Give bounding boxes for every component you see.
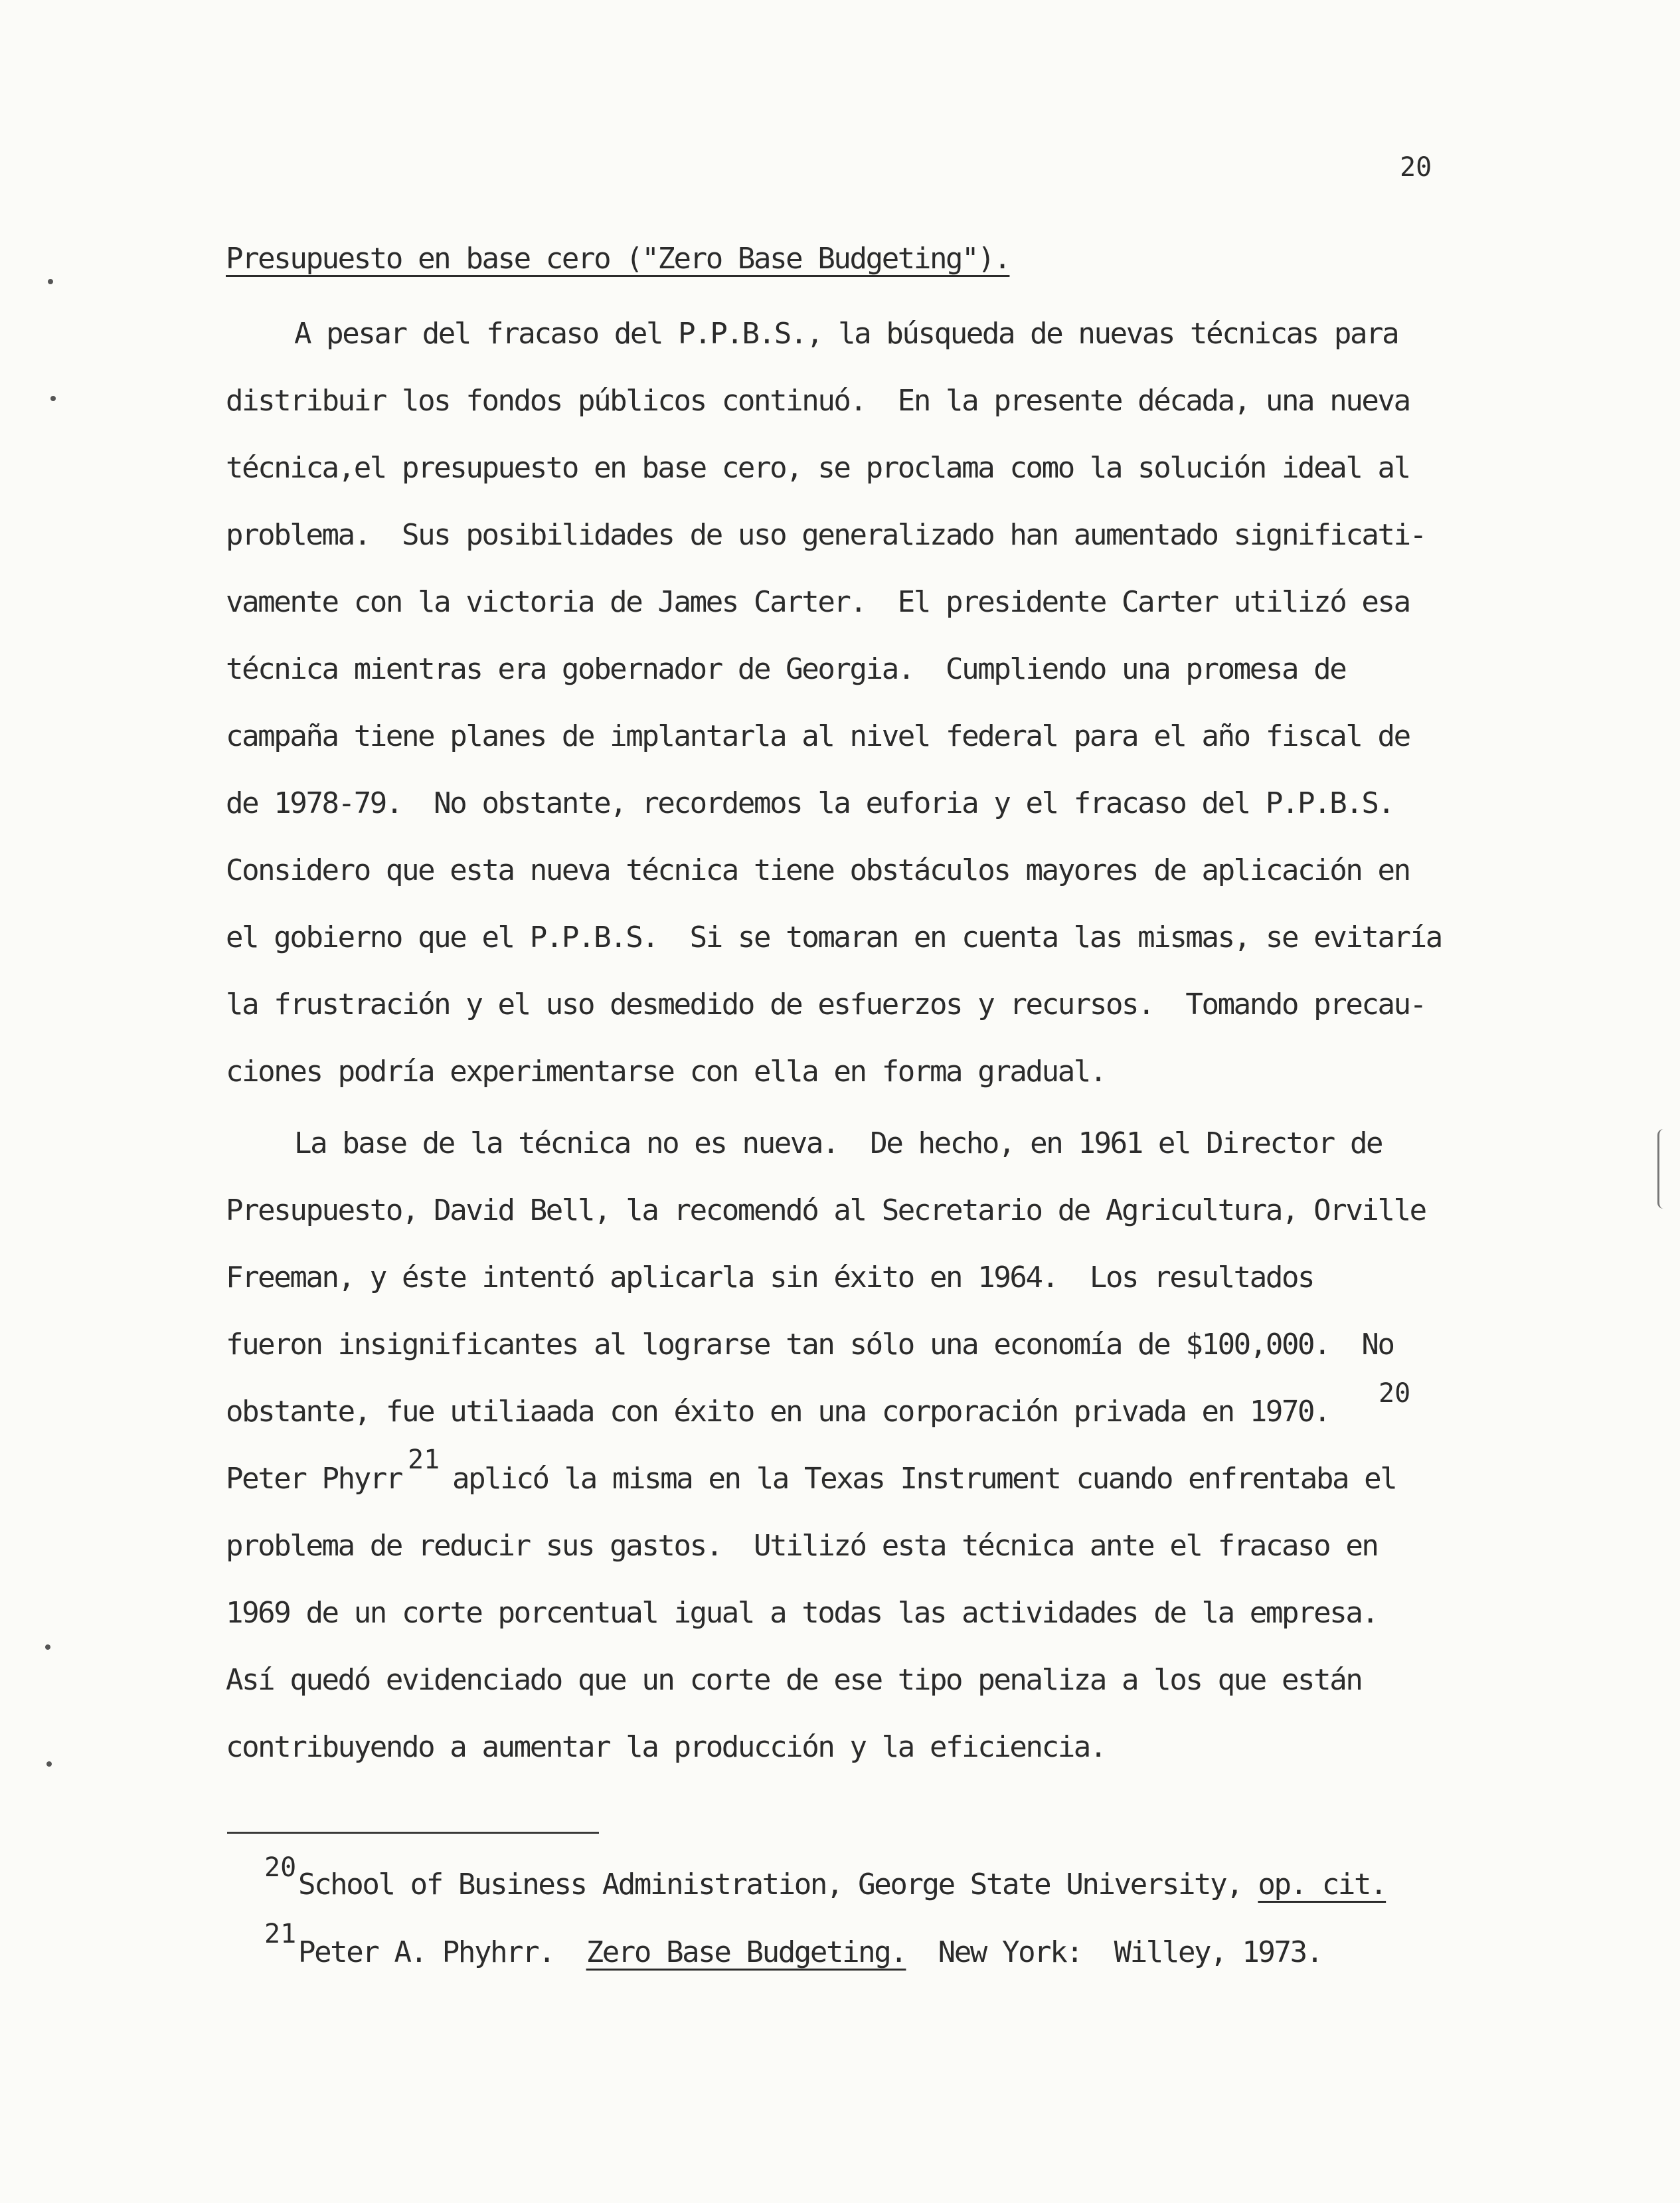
paragraph-line: La base de la técnica no es nueva. De hecho, en 1961 el Director de: [294, 1126, 1383, 1160]
section-heading: Presupuesto en base cero ("Zero Base Budgeting").: [226, 242, 1010, 276]
paragraph-line: aplicó la misma en la Texas Instrument cuando enfrentaba el: [452, 1462, 1396, 1496]
footnote-mark: 20: [264, 1852, 297, 1883]
footnote-20: [298, 1866, 1386, 1903]
paragraph-line: fueron insignificantes al lograrse tan sólo una economía de $100,000. No: [226, 1328, 1394, 1362]
scan-speck: [50, 396, 56, 401]
paragraph-line: Freeman, y éste intentó aplicarla sin éxito en 1964. Los resultados: [226, 1261, 1314, 1294]
scan-speck: [48, 279, 53, 284]
footnote-text: Peter A. Phyhrr.: [298, 1935, 586, 1969]
scan-speck: [45, 1644, 50, 1650]
paragraph-line: problema de reducir sus gastos. Utilizó esta técnica ante el fracaso en: [226, 1529, 1378, 1563]
footnote-ref-20: 20: [1379, 1378, 1411, 1409]
paragraph-line: Peter Phyrr: [226, 1462, 402, 1496]
paragraph-line: contribuyendo a aumentar la producción y la eficiencia.: [226, 1730, 1106, 1764]
paragraph-line: Presupuesto, David Bell, la recomendó al Secretario de Agricultura, Orville: [226, 1193, 1426, 1227]
paragraph-line: de 1978-79. No obstante, recordemos la euforia y el fracaso del P.P.B.S.: [226, 786, 1394, 820]
paragraph-line: ciones podría experimentarse con ella en forma gradual.: [226, 1055, 1106, 1089]
page-number: 20: [1400, 152, 1432, 183]
scan-edge-mark: [1657, 1129, 1663, 1209]
footnote-divider: [227, 1832, 599, 1834]
footnote-ref-21: 21: [408, 1445, 440, 1475]
footnote-21: [298, 1934, 1322, 1971]
footnote-text: New York: Willey, 1973.: [906, 1935, 1322, 1969]
paragraph-line: Así quedó evidenciado que un corte de ese tipo penaliza a los que están: [226, 1663, 1362, 1697]
paragraph-line: A pesar del fracaso del P.P.B.S., la búsqueda de nuevas técnicas para: [294, 317, 1398, 351]
paragraph-line: 1969 de un corte porcentual igual a todas las actividades de la empresa.: [226, 1596, 1378, 1630]
paragraph-line: campaña tiene planes de implantarla al nivel federal para el año fiscal de: [226, 719, 1410, 753]
footnote-mark: 21: [264, 1919, 297, 1949]
paragraph-line: Considero que esta nueva técnica tiene obstáculos mayores de aplicación en: [226, 853, 1410, 887]
scan-speck: [46, 1761, 52, 1767]
paragraph-line: técnica mientras era gobernador de Georgia. Cumpliendo una promesa de: [226, 652, 1346, 686]
paragraph-line: vamente con la victoria de James Carter. El presidente Carter utilizó esa: [226, 585, 1410, 619]
paragraph-line: la frustración y el uso desmedido de esfuerzos y recursos. Tomando precau-: [226, 988, 1426, 1021]
footnote-cite: op. cit.: [1258, 1868, 1386, 1901]
paragraph-line: el gobierno que el P.P.B.S. Si se tomaran en cuenta las mismas, se evitaría: [226, 921, 1442, 954]
paragraph-line: obstante, fue utiliaada con éxito en una corporación privada en 1970.: [226, 1395, 1330, 1429]
footnote-title: Zero Base Budgeting.: [586, 1935, 906, 1969]
paragraph-line: problema. Sus posibilidades de uso generalizado han aumentado significati-: [226, 518, 1426, 552]
footnote-text: School of Business Administration, George State University,: [298, 1868, 1258, 1901]
paragraph-line: distribuir los fondos públicos continuó. En la presente década, una nueva: [226, 384, 1410, 418]
paragraph-line: técnica,el presupuesto en base cero, se proclama como la solución ideal al: [226, 451, 1410, 485]
